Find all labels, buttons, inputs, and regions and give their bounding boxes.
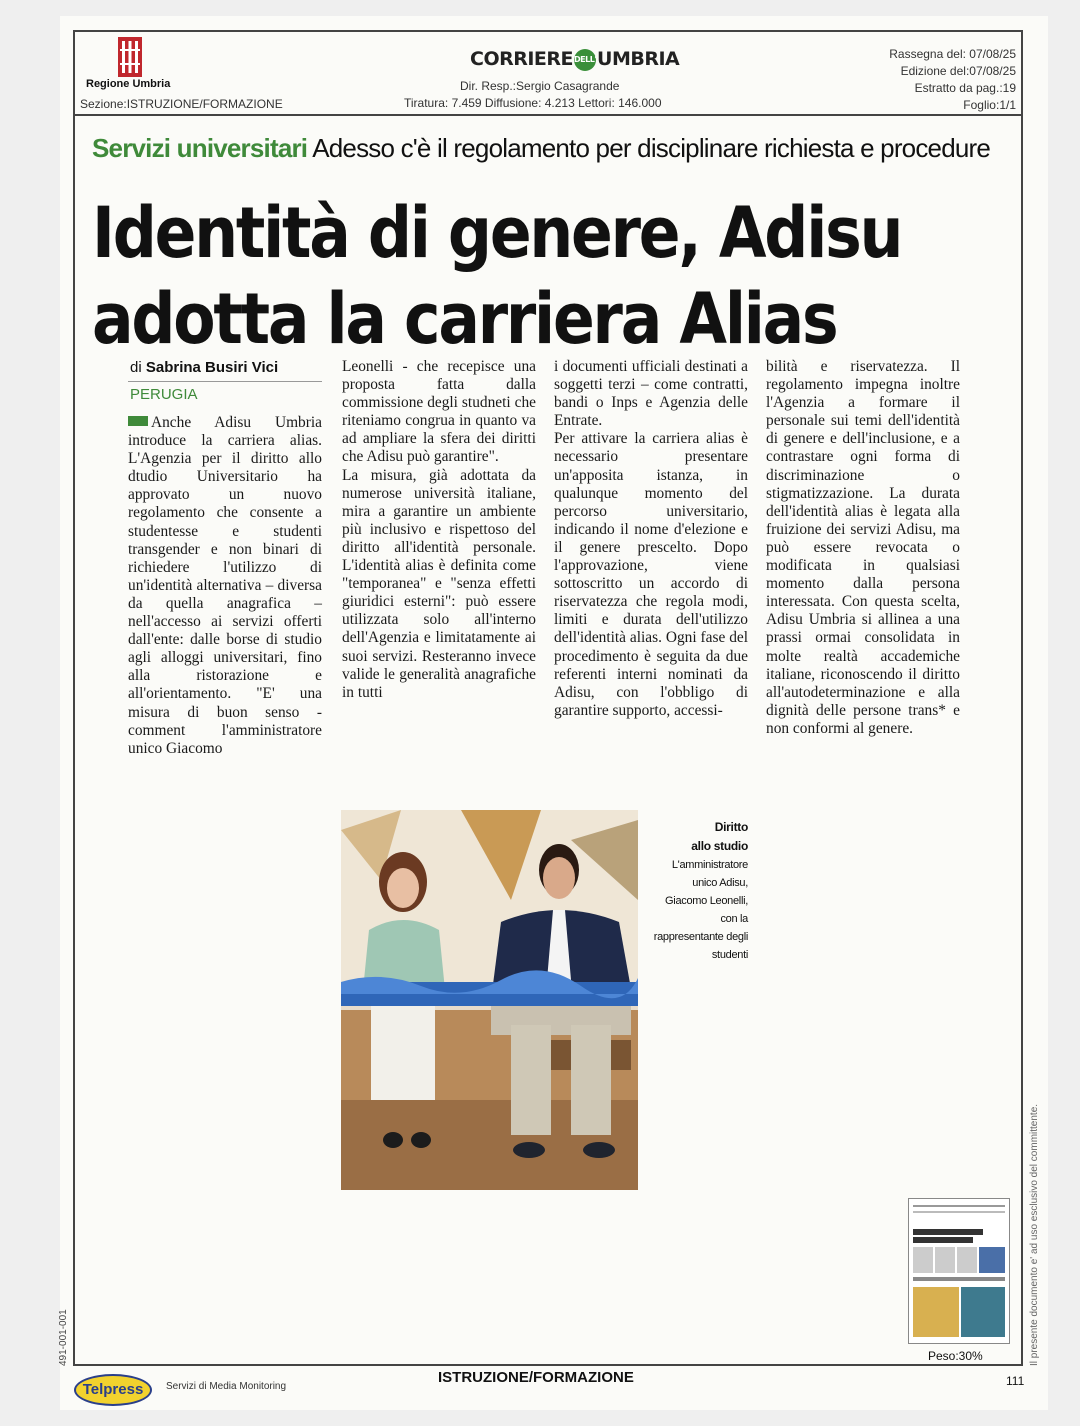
masthead-left: CORRIERE	[470, 48, 574, 70]
telpress-logo: Telpress	[74, 1374, 152, 1406]
article-column-3	[554, 358, 748, 720]
section-label: Sezione:ISTRUZIONE/FORMAZIONE	[80, 97, 283, 111]
newspaper-masthead	[470, 48, 679, 71]
article-headline	[92, 190, 901, 362]
column-2-paragraph-1: Leonelli - che recepisce una proposta fatta dalla commissione degli studneti che riteniamo congrua in quanto va ad ampliare la sfera dei diritti che Adisu può garantire".	[342, 358, 536, 466]
column-3-paragraph-2: Per attivare la carriera alias è necessario presentare un'apposita istanza, in qualunque momento del percorso universitario, indicando il nome d'elezione e il genere prescelto. Dopo l'approvazione, viene sottoscritto un accordo di riservatezza che regola modi, limiti e durata dell'utilizzo dell'identità alias. Ogni fase del procedimento è seguita da due referenti interni nominati da Adisu, con l'obbligo di garantire supporto, accessi-	[554, 430, 748, 719]
dateline-place: PERUGIA	[130, 386, 198, 403]
page-thumbnail	[908, 1198, 1010, 1344]
edizione-date: Edizione del:07/08/25	[900, 64, 1016, 78]
director-line: Dir. Resp.:Sergio Casagrande	[460, 79, 620, 93]
headline-line-2: adotta la carriera Alias	[92, 278, 837, 360]
rassegna-date: Rassegna del: 07/08/25	[889, 47, 1016, 61]
article-column-1	[128, 414, 322, 758]
column-1-text: Anche Adisu Umbria introduce la carriera alias. L'Agenzia per il diritto allo dtudio Universitario ha approvato un nuovo regolamento che consente a studentesse e studenti transgender e non binari di richiedere l'utilizzo di un'identità alternativa – diversa da quella anagrafica – nell'accesso ai servizi offerti dall'ente: dalle borse di studio agli alloggi universitari, fino alla ristorazione e all'orientamento. "E' una misura di buon senso - comment l'amministratore unico Giacomo	[128, 414, 322, 757]
byline-divider	[128, 381, 322, 382]
caption-body: L'amministratore unico Adisu, Giacomo Leonelli, con la rappresentante degli studenti	[653, 859, 748, 961]
document-code: 491-001-001	[58, 1309, 69, 1366]
estratto-page: Estratto da pag.:19	[914, 81, 1016, 95]
header-divider	[75, 114, 1021, 116]
byline-prefix: di	[130, 359, 146, 376]
masthead-mid: DELL'	[574, 49, 596, 71]
region-umbria-logo-icon	[118, 37, 142, 77]
kicker-topic: Servizi universitari	[92, 133, 308, 163]
headline-line-1: Identità di genere, Adisu	[92, 192, 902, 274]
photo-caption	[648, 818, 748, 964]
author-name: Sabrina Busiri Vici	[145, 359, 279, 376]
article-column-2	[342, 358, 536, 702]
column-2-paragraph-2: La misura, già adottata da numerose università italiane, mira a garantire un ambiente più inclusivo e rispettoso del diritto all'identità personale. L'identità alias è definita come "temporanea" e "senza effetti giuridici esterni": può essere utilizzata solo all'interno dell'Agenzia e limitatamente ai suoi servizi. Resteranno invece valide le generalità anagrafiche in tutti	[342, 466, 536, 701]
article-column-4	[766, 358, 960, 738]
footer-page-number: 111	[1006, 1374, 1025, 1388]
byline	[130, 359, 278, 376]
article-kicker	[92, 133, 990, 164]
header-meta	[889, 46, 1016, 114]
column-4-paragraph: bilità e riservatezza. Il regolamento impegna inoltre l'Agenzia a formare il personale sui temi dell'identità di genere e dell'inclusione, e a contrastare ogni forma di discriminazione o stigmatizzazione. La durata dell'identità alias è legata alla fruizione dei servizi Adisu, ma può essere revocata o modificata in qualsiasi momento dalla persona interessata. Con questa scelta, Adisu Umbria si allinea a una prassi ormai consolidata in molte realtà accademiche italiane, riconoscendo il diritto all'autodeterminazione e alla dignità delle persone trans* e non conformi al genere.	[766, 358, 960, 737]
media-monitoring-label: Servizi di Media Monitoring	[166, 1381, 287, 1392]
column-3-paragraph-1: i documenti ufficiali destinati a soggetti terzi – come contratti, bandi o Inps e Agenzia delle Entrate.	[554, 358, 748, 430]
circulation-line: Tiratura: 7.459 Diffusione: 4.213 Lettori: 146.000	[404, 96, 662, 110]
weight-label: Peso:30%	[928, 1349, 983, 1363]
kicker-text: Adesso c'è il regolamento per disciplinare richiesta e procedure	[307, 133, 991, 163]
region-name: Regione Umbria	[86, 78, 171, 90]
article-photo	[341, 810, 638, 1190]
footer-section: ISTRUZIONE/FORMAZIONE	[438, 1369, 634, 1386]
masthead-right: UMBRIA	[597, 48, 680, 70]
usage-notice: Il presente documento e' ad uso esclusivo del committente.	[1029, 1103, 1040, 1366]
caption-title-1: Diritto	[714, 820, 748, 834]
foglio: Foglio:1/1	[963, 98, 1016, 112]
paragraph-marker-icon	[128, 416, 148, 426]
caption-title-2: allo studio	[691, 839, 748, 853]
